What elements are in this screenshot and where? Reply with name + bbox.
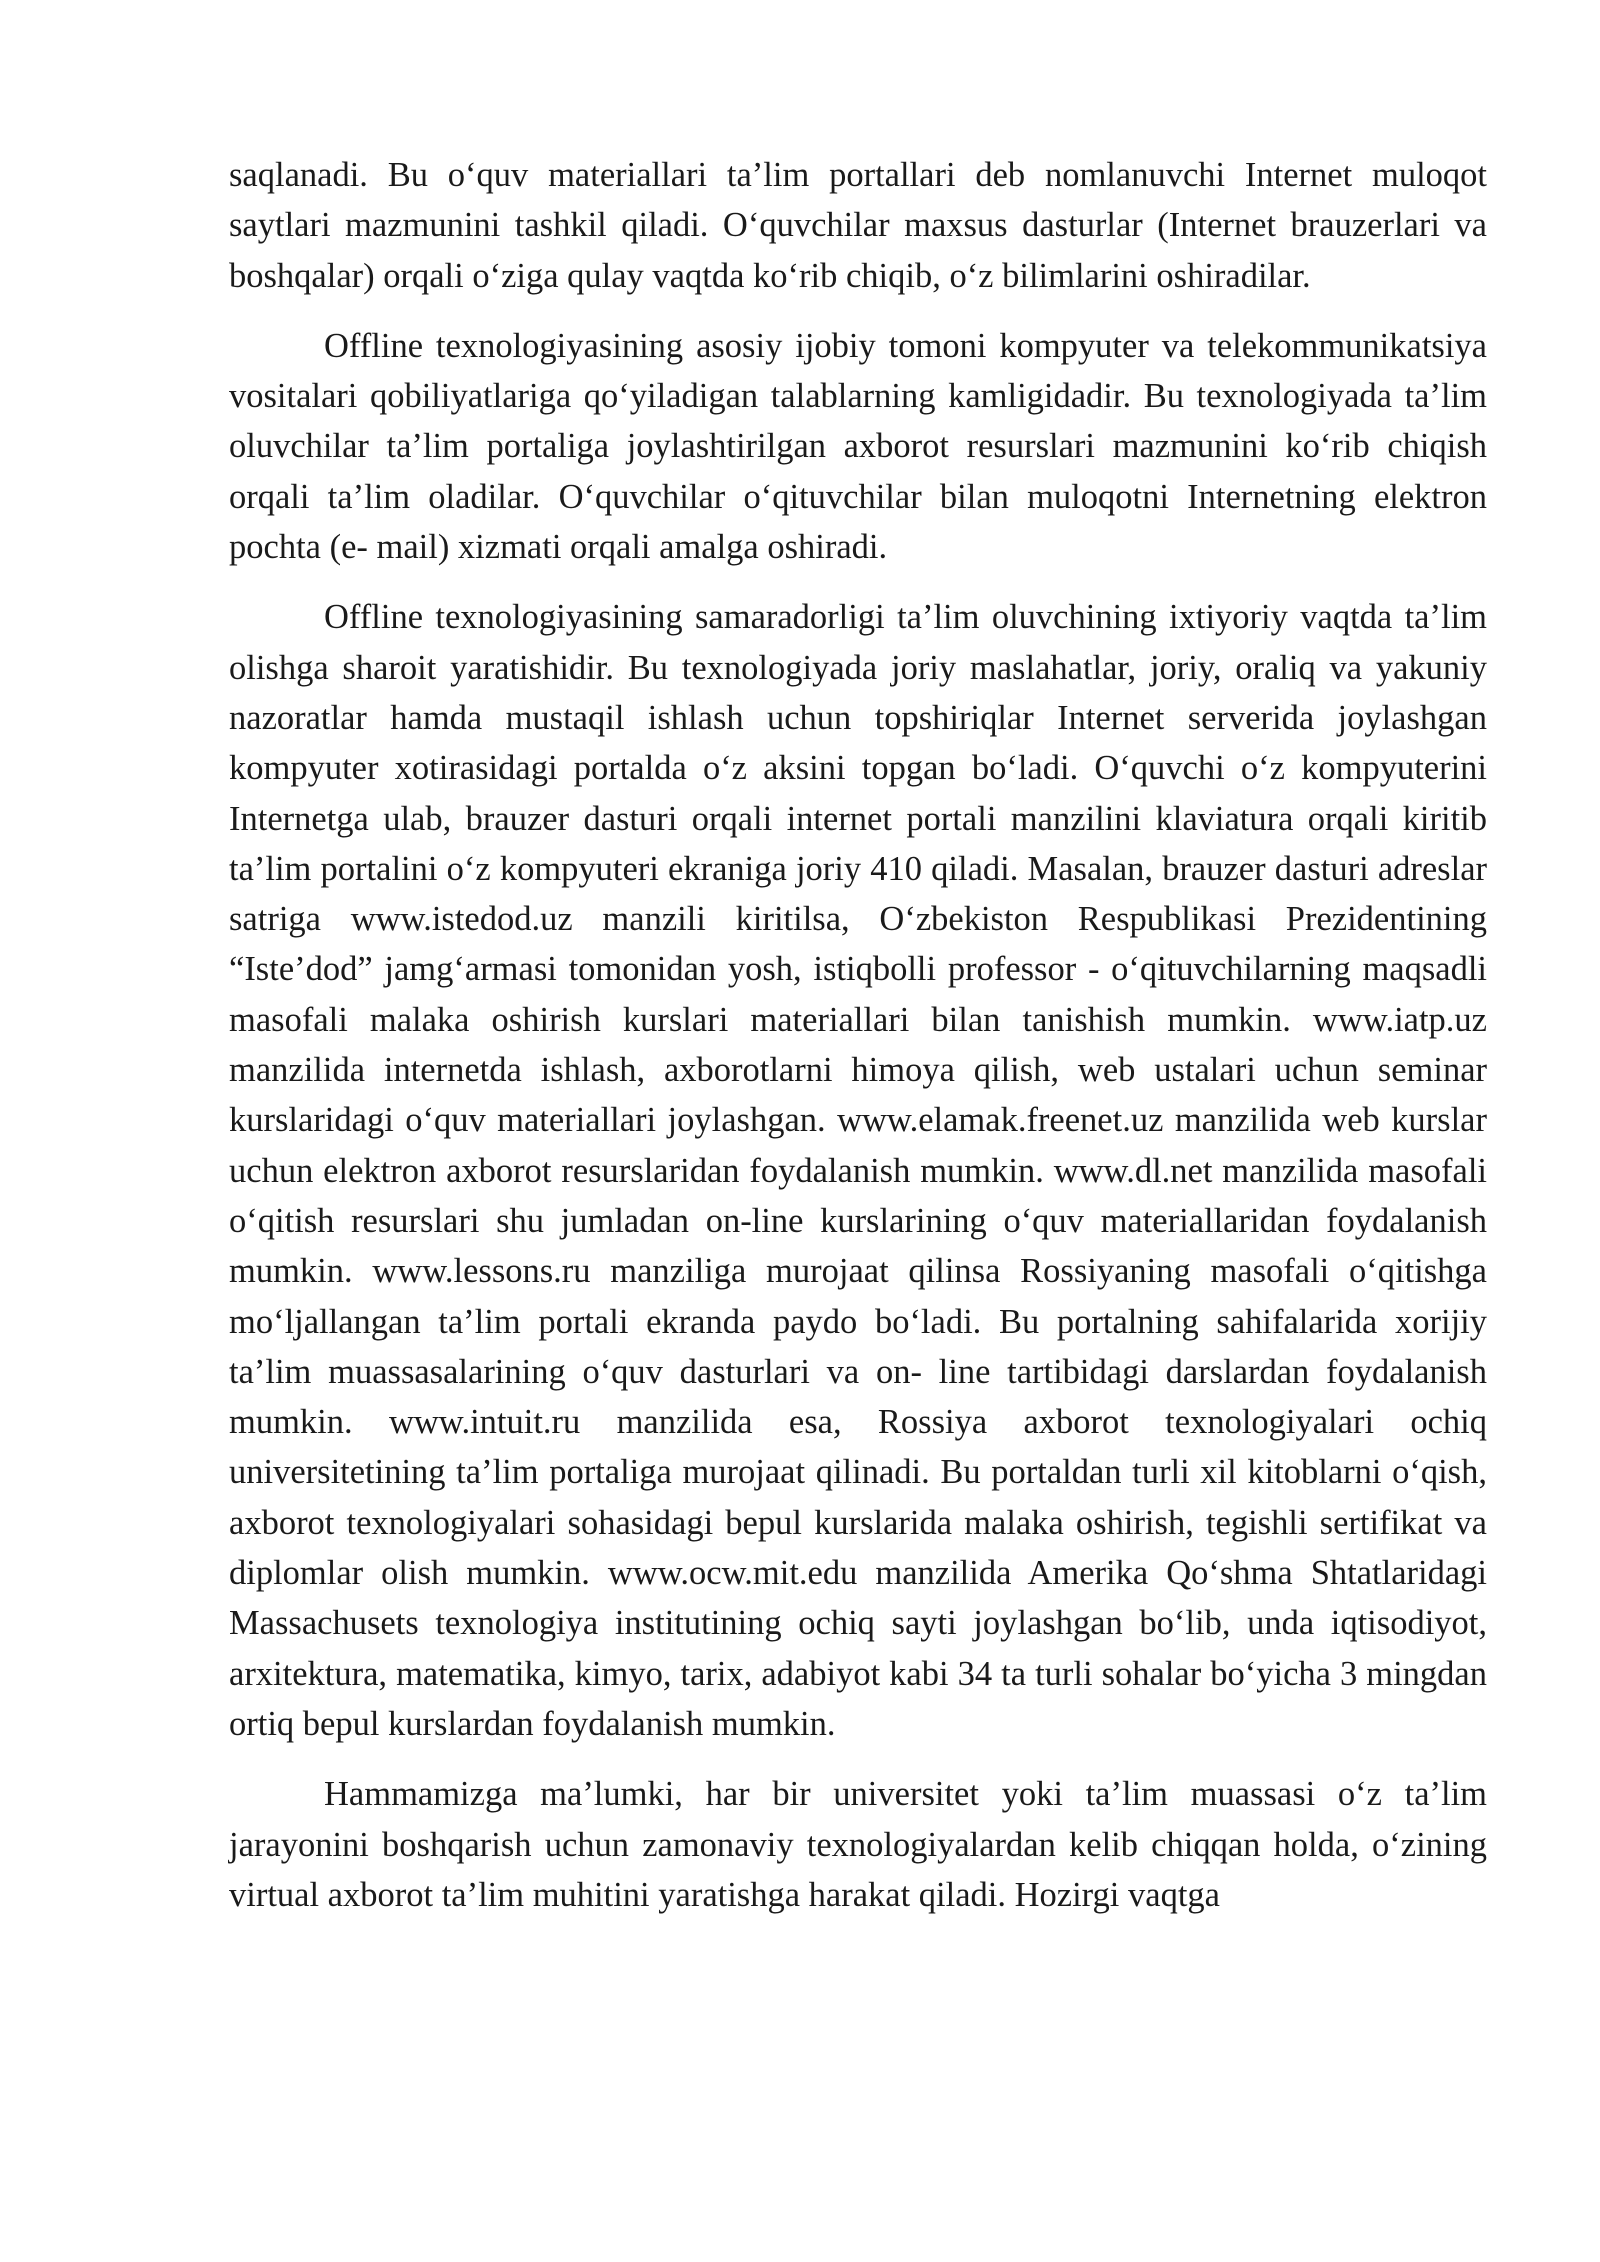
paragraph-2: Offline texnologiyasining asosiy ijobiy tomoni kompyuter va telekommunikatsiya vositalari qobiliyatlariga qo‘yiladigan talablarning kamligidadir. Bu texnologiyada ta’lim oluvchilar ta’lim portaliga joylashtirilgan axborot resurslari mazmunini ko‘rib chiqish orqali ta’lim oladilar. O‘quvchilar o‘qituvchilar bilan muloqotni Internetning elektron pochta (e- mail) xizmati orqali amalga oshiradi. [229, 326, 1487, 567]
paragraph-4: Hammamizga ma’lumki, har bir universitet yoki ta’lim muassasi o‘z ta’lim jarayonini boshqarish uchun zamonaviy texnologiyalardan kelib chiqqan holda, o‘zining virtual axborot ta’lim muhitini yaratishga harakat qiladi. Hozirgi vaqtga [229, 1775, 1487, 1914]
paragraph-1: saqlanadi. Bu o‘quv materiallari ta’lim portallari deb nomlanuvchi Internet muloqot saytlari mazmunini tashkil qiladi. O‘quvchilar maxsus dasturlar (Internet brauzerlari va boshqalar) orqali o‘ziga qulay vaqtda ko‘rib chiqib, o‘z bilimlarini oshiradilar. [229, 156, 1487, 295]
document-page [229, 150, 1487, 1940]
paragraph-3: Offline texnologiyasining samaradorligi ta’lim oluvchining ixtiyoriy vaqtda ta’lim olishga sharoit yaratishidir. Bu texnologiyada joriy maslahatlar, joriy, oraliq va yakuniy nazoratlar hamda mustaqil ishlash uchun topshiriqlar Internet serverida joylashgan kompyuter xotirasidagi portalda o‘z aksini topgan bo‘ladi. O‘quvchi o‘z kompyuterini Internetga ulab, brauzer dasturi orqali internet portali manzilini klaviatura orqali kiritib ta’lim portalini o‘z kompyuteri ekraniga joriy 410 qiladi. Masalan, brauzer dasturi adreslar satriga www.istedod.uz manzili kiritilsa, O‘zbekiston Respublikasi Prezidentining “Iste’dod” jamg‘armasi tomonidan yosh, istiqbolli professor - o‘qituvchilarning maqsadli masofali malaka oshirish kurslari materiallari bilan tanishish mumkin. www.iatp.uz manzilida internetda ishlash, axborotlarni himoya qilish, web ustalari uchun seminar kurslaridagi o‘quv materiallari joylashgan. www.elamak.freenet.uz manzilida web kurslar uchun elektron axborot resurslaridan foydalanish mumkin. www.dl.net manzilida masofali o‘qitish resurslari shu jumladan on-line kurslarining o‘quv materiallaridan foydalanish mumkin. www.lessons.ru manziliga murojaat qilinsa Rossiyaning masofali o‘qitishga mo‘ljallangan ta’lim portali ekranda paydo bo‘ladi. Bu portalning sahifalarida xorijiy ta’lim muassasalarining o‘quv dasturlari va on- line tartibidagi darslardan foydalanish mumkin. www.intuit.ru manzilida esa, Rossiya axborot texnologiyalari ochiq universitetining ta’lim portaliga murojaat qilinadi. Bu portaldan turli xil kitoblarni o‘qish, axborot texnologiyalari sohasidagi bepul kurslarida malaka oshirish, tegishli sertifikat va diplomlar olish mumkin. www.ocw.mit.edu manzilida Amerika Qo‘shma Shtatlaridagi Massachusets texnologiya institutining ochiq sayti joylashgan bo‘lib, unda iqtisodiyot, arxitektura, matematika, kimyo, tarix, adabiyot kabi 34 ta turli sohalar bo‘yicha 3 mingdan ortiq bepul kurslardan foydalanish mumkin. [229, 598, 1487, 1743]
